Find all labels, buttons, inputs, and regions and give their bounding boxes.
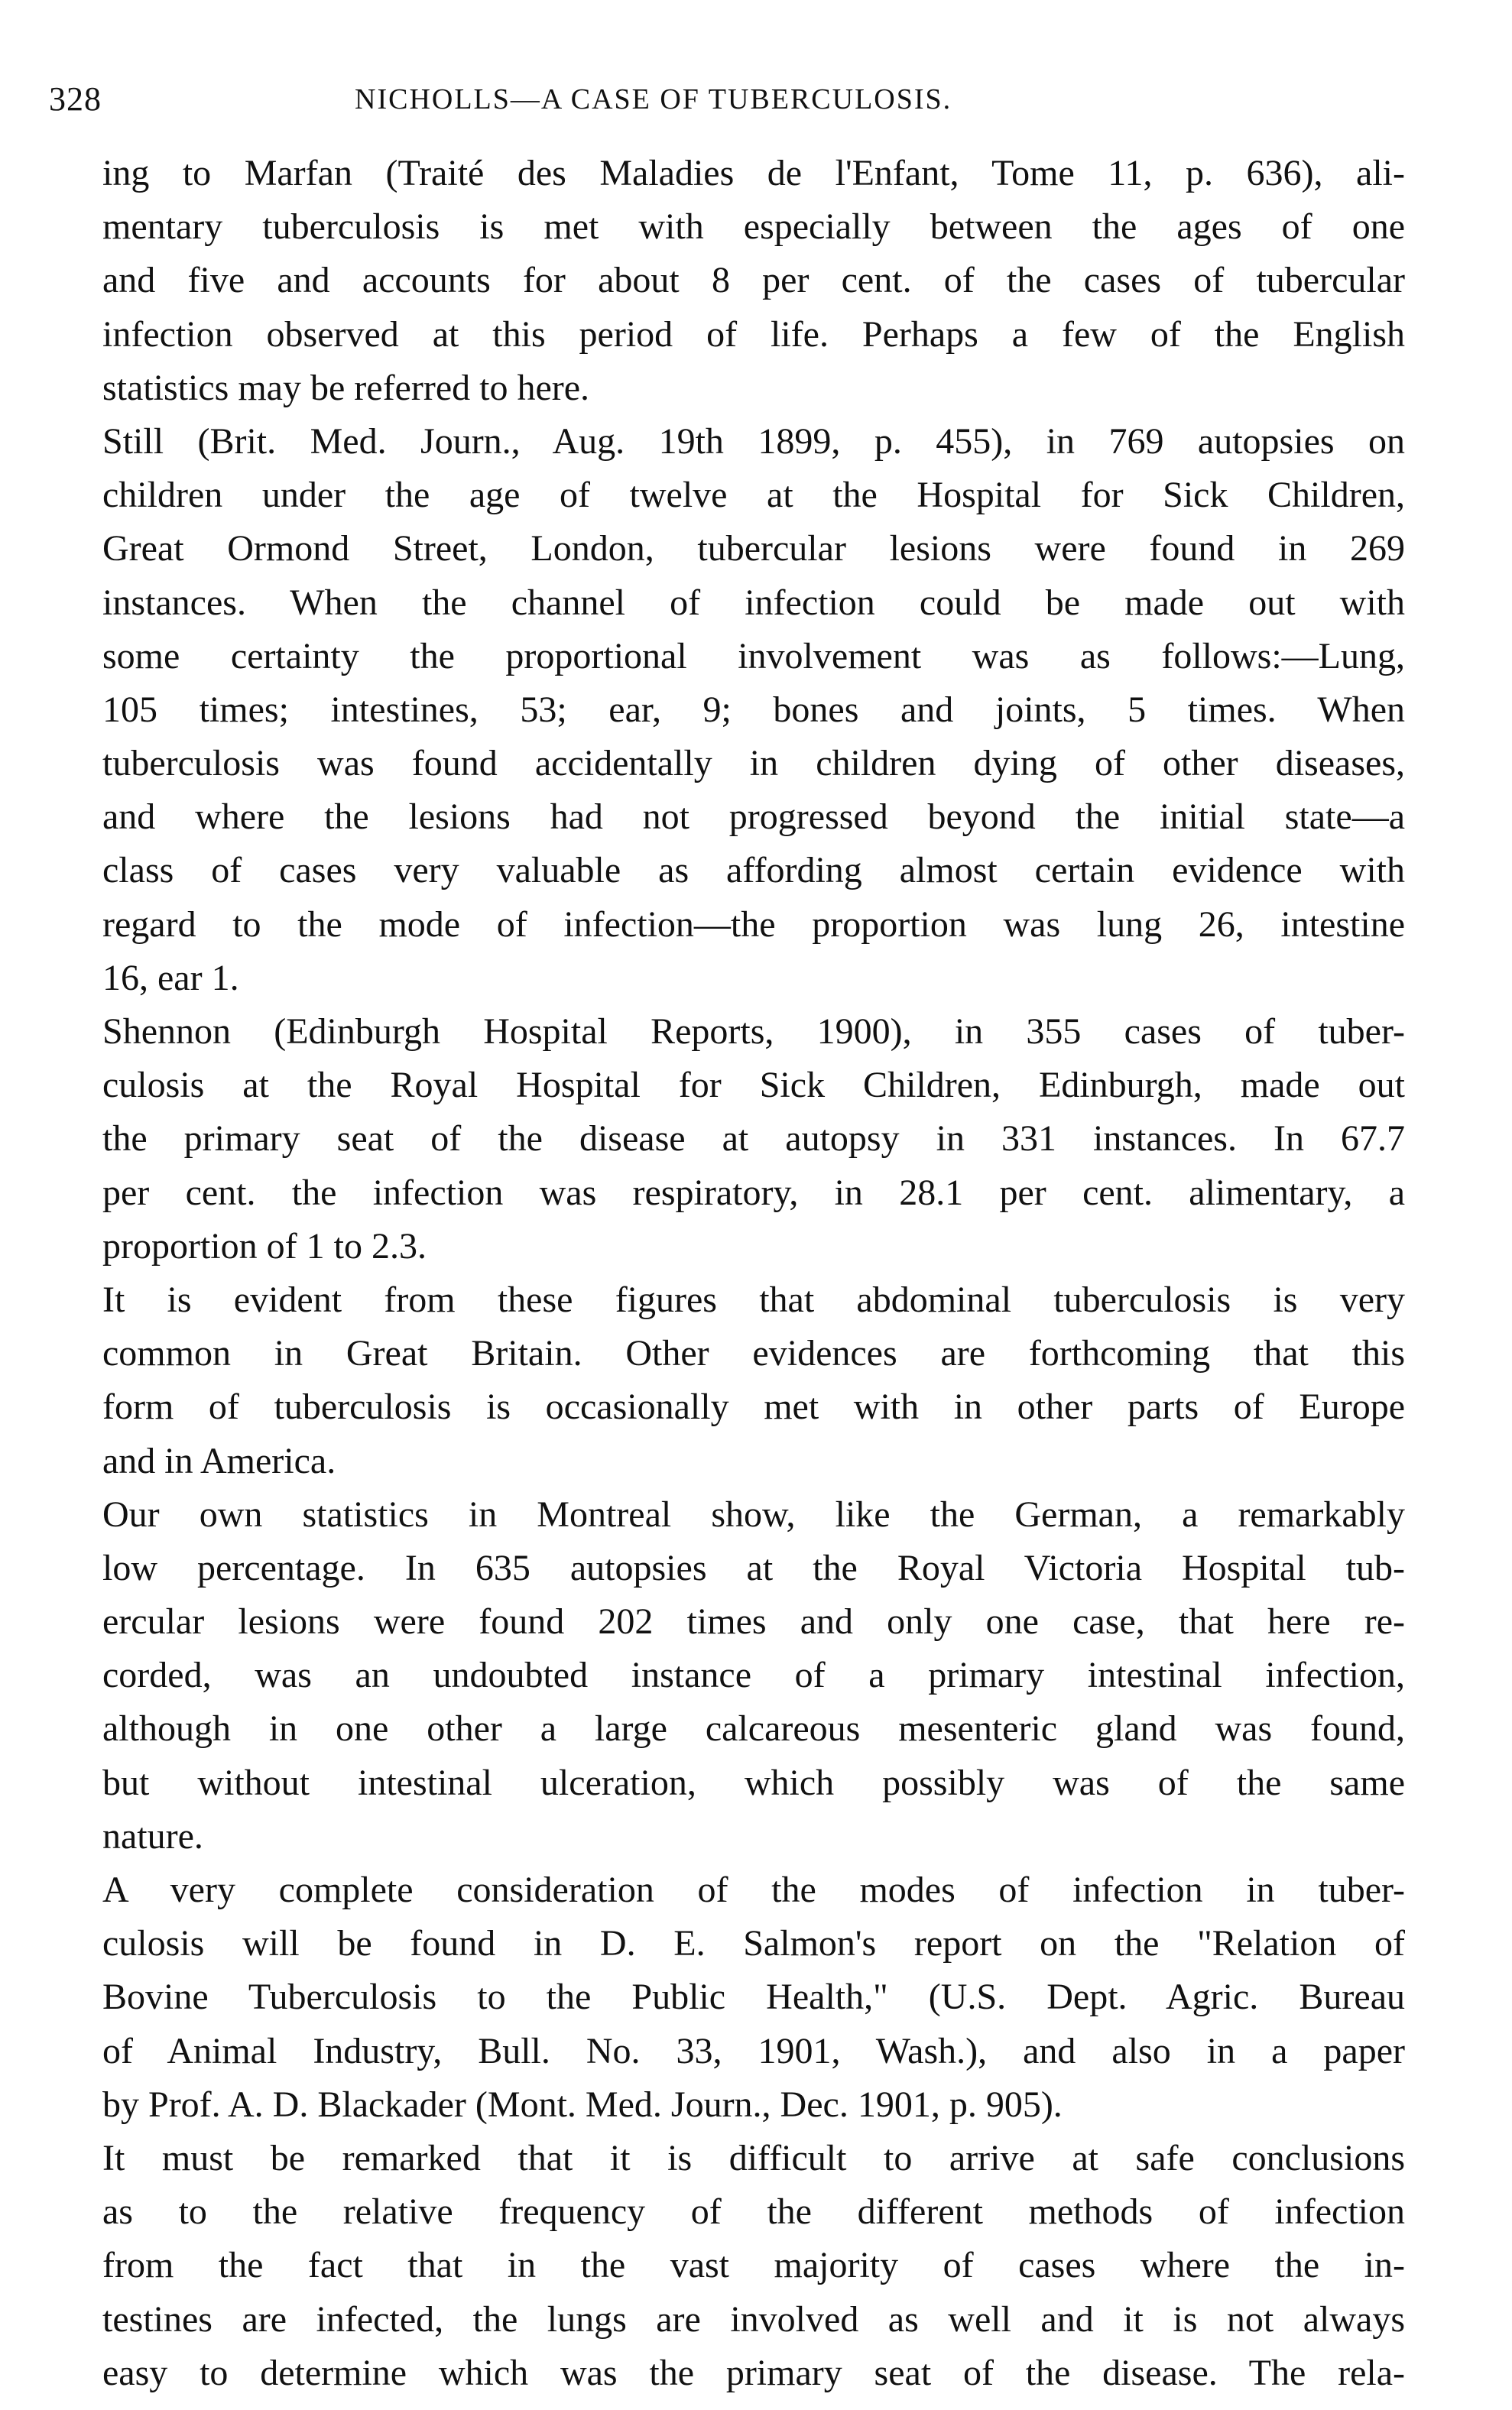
text-line: class of cases very valuable as affording almost certain evidence with [102,850,1405,891]
text-line: as to the relative frequency of the different methods of infection [102,2191,1405,2233]
running-head: NICHOLLS—A CASE OF TUBERCULOSIS. [355,83,952,115]
text-line: Bovine Tuberculosis to the Public Health," (U.S. Dept. Agric. Bureau [102,1977,1405,2018]
text-line: Still (Brit. Med. Journ., Aug. 19th 1899, p. 455), in 769 autopsies on [102,420,1405,462]
text-line: form of tuberculosis is occasionally met with in other parts of Europe [102,1387,1405,1428]
text-line: culosis at the Royal Hospital for Sick Children, Edinburgh, made out [102,1065,1405,1106]
text-line: proportion of 1 to 2.3. [102,1225,427,1267]
text-line: culosis will be found in D. E. Salmon's report on the "Relation of [102,1923,1405,1964]
text-line: 105 times; intestines, 53; ear, 9; bones and joints, 5 times. When [102,689,1405,730]
text-line: from the fact that in the vast majority of cases where the in- [102,2245,1405,2286]
text-line: corded, was an undoubted instance of a primary intestinal infection, [102,1655,1405,1696]
text-line: common in Great Britain. Other evidences are forthcoming that this [102,1333,1405,1374]
text-line: of Animal Industry, Bull. No. 33, 1901, Wash.), and also in a paper [102,2030,1405,2071]
text-line: but without intestinal ulceration, which possibly was of the same [102,1762,1405,1803]
text-line: It must be remarked that it is difficult to arrive at safe conclusions [102,2137,1405,2178]
text-line: 16, ear 1. [102,957,239,998]
text-line: although in one other a large calcareous mesenteric gland was found, [102,1708,1405,1750]
text-line: testines are infected, the lungs are involved as well and it is not always [102,2298,1405,2340]
text-line: and five and accounts for about 8 per cent. of the cases of tubercular [102,260,1405,301]
text-line: ing to Marfan (Traité des Maladies de l'Enfant, Tome 11, p. 636), ali- [102,153,1405,193]
text-line: regard to the mode of infection—the proportion was lung 26, intestine [102,903,1405,945]
text-line: infection observed at this period of life. Perhaps a few of the English [102,313,1405,355]
text-line: mentary tuberculosis is met with especially between the ages of one [102,206,1405,248]
text-line: some certainty the proportional involvement was as follows:—Lung, [102,635,1405,676]
text-line: tuberculosis was found accidentally in children dying of other diseases, [102,743,1405,784]
text-line: Great Ormond Street, London, tubercular lesions were found in 269 [102,528,1405,569]
text-line: easy to determine which was the primary seat of the disease. The rela- [102,2352,1405,2393]
text-line: statistics may be referred to here. [102,367,590,408]
body-text [102,147,1405,2400]
text-line: ercular lesions were found 202 times and only one case, that here re- [102,1601,1405,1643]
text-line: children under the age of twelve at the Hospital for Sick Children, [102,475,1405,516]
text-line: per cent. the infection was respiratory, in 28.1 per cent. alimentary, a [102,1172,1405,1213]
text-line: Our own statistics in Montreal show, like the German, a remarkably [102,1494,1405,1535]
text-line: nature. [102,1815,203,1857]
text-line: instances. When the channel of infection could be made out with [102,582,1405,623]
text-line: It is evident from these figures that abdominal tuberculosis is very [102,1279,1405,1320]
text-line: and where the lesions had not progressed beyond the initial state—a [102,796,1405,838]
page-number: 328 [49,80,102,118]
text-line: A very complete consideration of the modes of infection in tuber- [102,1870,1405,1910]
page-header [49,76,1394,122]
text-line: and in America. [102,1440,336,1481]
text-line: by Prof. A. D. Blackader (Mont. Med. Journ., Dec. 1901, p. 905). [102,2084,1063,2125]
text-line: the primary seat of the disease at autopsy in 331 instances. In 67.7 [102,1118,1405,1160]
text-line: low percentage. In 635 autopsies at the Royal Victoria Hospital tub- [102,1547,1405,1588]
text-line: Shennon (Edinburgh Hospital Reports, 1900), in 355 cases of tuber- [102,1011,1405,1052]
